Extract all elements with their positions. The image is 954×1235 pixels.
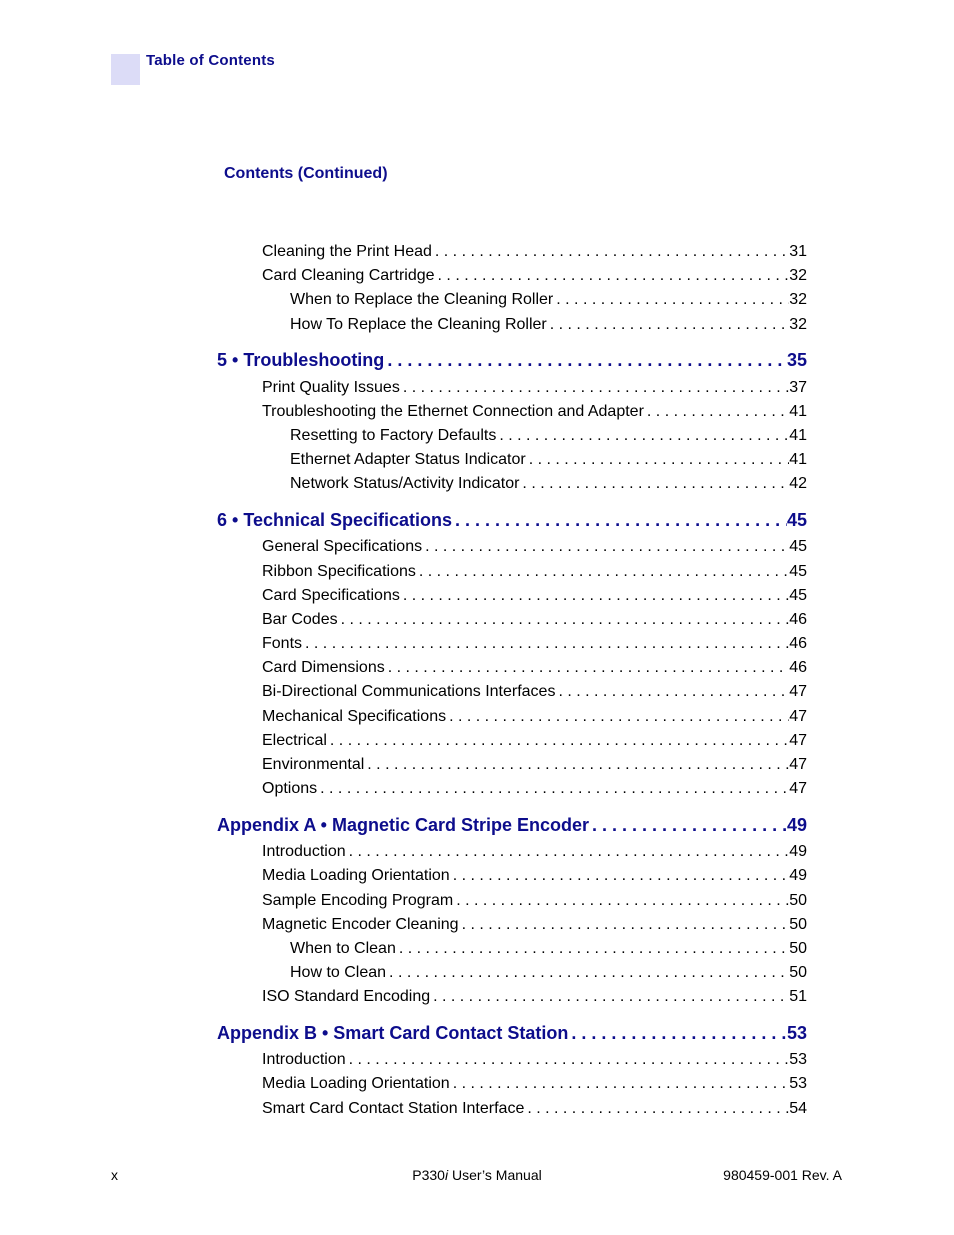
toc-entry-label: When to Replace the Cleaning Roller [290,291,554,308]
toc-entry-label: Magnetic Encoder Cleaning [262,916,459,933]
toc-entry-page: 49 [789,843,807,860]
toc-entry[interactable] [262,755,807,775]
toc-entry-page: 46 [789,659,807,676]
toc-entry[interactable] [262,402,807,422]
toc-chapter-entry[interactable] [217,1022,807,1044]
toc-entry-page: 32 [789,267,807,284]
toc-entry[interactable] [290,315,807,335]
dot-leader [568,1022,787,1044]
dot-leader [644,402,789,422]
toc-entry-label: Network Status/Activity Indicator [290,475,520,492]
dot-leader [364,755,789,775]
dot-leader [327,731,789,751]
toc-entry-label: Introduction [262,1051,346,1068]
toc-chapter-entry[interactable] [217,509,807,531]
toc-entry[interactable] [262,610,807,630]
toc-entry-label: Fonts [262,635,303,652]
toc-entry[interactable] [262,779,807,799]
toc-entry-label: Bi-Directional Communications Interfaces [262,683,556,700]
toc-entry-page: 49 [786,815,807,835]
toc-entry-page: 45 [789,563,807,580]
dot-leader [446,707,789,727]
dot-leader [430,987,789,1007]
toc-entry-label: Media Loading Orientation [262,867,450,884]
dot-leader [459,915,790,935]
toc-entry[interactable] [262,731,807,751]
dot-leader [432,242,789,262]
toc-entry-page: 31 [789,243,807,260]
dot-leader [555,682,789,702]
toc-entry-label: Sample Encoding Program [262,892,454,909]
toc-entry-page: 50 [789,892,807,909]
dot-leader [453,891,789,911]
dot-leader [547,315,789,335]
toc-entry-label: Media Loading Orientation [262,1075,450,1092]
toc-entry-label: Bar Codes [262,611,338,628]
toc-chapter-entry[interactable] [217,814,807,836]
toc-entry[interactable] [290,963,807,983]
toc-entry-page: 45 [789,538,807,555]
toc-entry[interactable] [262,1074,807,1094]
toc-entry-page: 53 [786,1023,807,1043]
toc-entry-page: 47 [789,756,807,773]
toc-entry[interactable] [262,562,807,582]
manual-title-suffix: User’s Manual [448,1167,542,1183]
toc-entry[interactable] [262,1050,807,1070]
toc-chapter-entry[interactable] [217,349,807,371]
toc-entry-page: 50 [789,916,807,933]
dot-leader [400,378,789,398]
toc-entry-label: General Specifications [262,538,423,555]
toc-entry-label: Appendix B • Smart Card Contact Station [217,1023,569,1043]
dot-leader [400,586,789,606]
toc-entry-label: Appendix A • Magnetic Card Stripe Encoder [217,815,590,835]
toc-entry-label: Mechanical Specifications [262,708,447,725]
toc-entry[interactable] [262,866,807,886]
toc-entry-page: 46 [789,635,807,652]
dot-leader [435,266,790,286]
toc-entry[interactable] [290,450,807,470]
dot-leader [450,866,790,886]
dot-leader [385,658,789,678]
dot-leader [496,426,789,446]
toc-entry-page: 53 [789,1051,807,1068]
toc-entry-label: Introduction [262,843,346,860]
toc-entry-page: 41 [789,403,807,420]
manual-title-italic: i [444,1167,449,1183]
toc-entry-page: 51 [789,988,807,1005]
toc-entry-page: 35 [786,350,807,370]
dot-leader [422,537,789,557]
toc-entry-label: Smart Card Contact Station Interface [262,1100,525,1117]
dot-leader [317,779,789,799]
toc-entry-page: 42 [789,475,807,492]
toc-entry-page: 41 [789,427,807,444]
toc-entry[interactable] [262,707,807,727]
toc-entry-page: 47 [789,708,807,725]
dot-leader [524,1099,789,1119]
dot-leader [526,450,790,470]
toc-entry-label: Environmental [262,756,365,773]
footer-doc-number: 980459-001 Rev. A [723,1167,842,1183]
dot-leader [346,1050,790,1070]
dot-leader [338,610,790,630]
toc-entry-page: 54 [789,1100,807,1117]
dot-leader [450,1074,790,1094]
toc-entry-page: 32 [789,291,807,308]
toc-entry-label: Ribbon Specifications [262,563,416,580]
manual-title-prefix: P330 [412,1167,445,1183]
toc-entry-page: 47 [789,732,807,749]
toc-entry-label: How to Clean [290,964,387,981]
toc-entry-page: 32 [789,316,807,333]
toc-entry[interactable] [262,915,807,935]
toc-entry-label: Electrical [262,732,327,749]
toc-entry-label: Card Dimensions [262,659,385,676]
toc-entry-label: When to Clean [290,940,396,957]
toc-entry-page: 49 [789,867,807,884]
toc-entry-label: Cleaning the Print Head [262,243,432,260]
toc-entry[interactable] [262,586,807,606]
dot-leader [384,349,787,371]
toc-entry[interactable] [290,474,807,494]
toc-entry-page: 41 [789,451,807,468]
dot-leader [416,562,789,582]
toc-entry-label: 5 • Troubleshooting [217,350,385,370]
toc-entry[interactable] [262,842,807,862]
toc-entry[interactable] [290,426,807,446]
dot-leader [519,474,789,494]
toc-entry[interactable] [262,537,807,557]
contents-title: Contents (Continued) [224,165,388,182]
toc-entry[interactable] [262,1099,807,1119]
toc-entry-page: 50 [789,940,807,957]
toc-entry-page: 47 [789,780,807,797]
toc-entry-label: Options [262,780,318,797]
toc-entry-page: 46 [789,611,807,628]
toc-entry-page: 37 [789,379,807,396]
toc-entry-label: Resetting to Factory Defaults [290,427,497,444]
toc-entry-label: Troubleshooting the Ethernet Connection and Adapter [262,403,644,420]
toc-entry[interactable] [262,634,807,654]
toc-entry[interactable] [262,987,807,1007]
toc-entry[interactable] [262,378,807,398]
toc-entry-label: Ethernet Adapter Status Indicator [290,451,526,468]
toc-entry-label: ISO Standard Encoding [262,988,431,1005]
toc-entry[interactable] [262,266,807,286]
toc-entry-label: Print Quality Issues [262,379,400,396]
toc-entry[interactable] [262,658,807,678]
toc-entry-page: 53 [789,1075,807,1092]
toc-entry[interactable] [262,242,807,262]
toc-entry[interactable] [262,891,807,911]
dot-leader [346,842,790,862]
toc-entry-page: 47 [789,683,807,700]
dot-leader [553,290,789,310]
dot-leader [386,963,789,983]
toc-entry-label: Card Cleaning Cartridge [262,267,435,284]
toc-entry-page: 50 [789,964,807,981]
running-head: Table of Contents [146,52,275,69]
toc-entry[interactable] [262,682,807,702]
toc-entry[interactable] [290,290,807,310]
dot-leader [589,814,787,836]
dot-leader [396,939,789,959]
toc-entry-label: 6 • Technical Specifications [217,510,453,530]
toc-entry-page: 45 [786,510,807,530]
footer-page-number: x [111,1167,118,1183]
toc-entry-page: 45 [789,587,807,604]
toc-entry-label: Card Specifications [262,587,400,604]
toc-entry-label: How To Replace the Cleaning Roller [290,316,547,333]
toc-entry[interactable] [290,939,807,959]
dot-leader [452,509,787,531]
dot-leader [302,634,789,654]
